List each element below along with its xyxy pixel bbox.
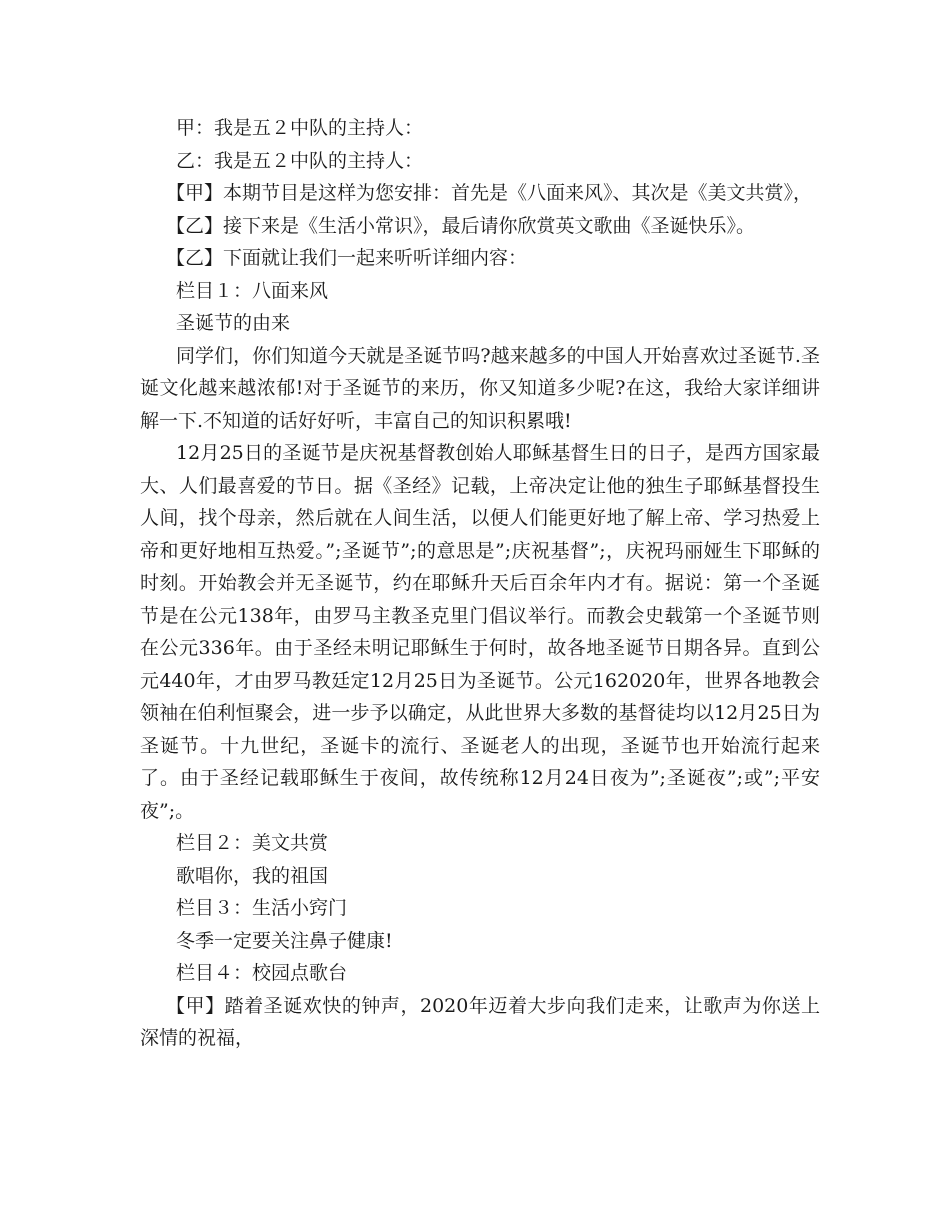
section-heading-1: 栏目１：八面来风 bbox=[176, 279, 329, 302]
program-schedule-line-1: 【甲】本期节目是这样为您安排：首先是《八面来风》、其次是《美文共赏》， bbox=[166, 182, 813, 204]
program-schedule-line-2: 【乙】接下来是《生活小常识》，最后请你欣赏英文歌曲《圣诞快乐》。 bbox=[166, 214, 756, 237]
program-transition: 【乙】下面就让我们一起来听听详细内容： bbox=[166, 247, 528, 269]
section-subtitle-2: 歌唱你，我的祖国 bbox=[176, 864, 329, 887]
host-intro-jia: 甲：我是五２中队的主持人： bbox=[176, 117, 424, 139]
section-heading-4: 栏目４：校园点歌台 bbox=[176, 962, 348, 984]
section-heading-2: 栏目２：美文共赏 bbox=[176, 832, 329, 854]
document-body bbox=[140, 112, 820, 1055]
section-subtitle-1: 圣诞节的由来 bbox=[176, 312, 291, 334]
section-heading-3: 栏目３：生活小窍门 bbox=[176, 897, 348, 919]
body-paragraph-closing: 【甲】踏着圣诞欢快的钟声，2020年迈着大步向我们走来，让歌声为你送上深情的祝福， bbox=[140, 994, 820, 1049]
host-intro-yi: 乙：我是五２中队的主持人： bbox=[176, 149, 424, 172]
section-subtitle-3: 冬季一定要关注鼻子健康! bbox=[176, 929, 393, 952]
body-paragraph-history: 12月25日的圣诞节是庆祝基督教创始人耶稣基督生日的日子，是西方国家最大、人们最喜爱的节日。据《圣经》记载，上帝决定让他的独生子耶稣基督投生人间，找个母亲，然后就在人间生活，以便人们能更好地了解上帝、学习热爱上帝和更好地相互热爱。”;圣诞节”;的意思是”;庆祝基督”;，庆祝玛丽娅生下耶稣的时刻。开始教会并无圣诞节，约在耶稣升天后百余年内才有。据说：第一个圣诞节是在公元138年，由罗马主教圣克里门倡议举行。而教会史载第一个圣诞节则在公元336年。由于圣经未明记耶稣生于何时，故各地圣诞节日期各异。直到公元440年，才由罗马教廷定12月25日为圣诞节。公元162020年，世界各地教会领袖在伯利恒聚会，进一步予以确定，从此世界大多数的基督徒均以12月25日为圣诞节。十九世纪，圣诞卡的流行、圣诞老人的出现，圣诞节也开始流行起来了。由于圣经记载耶稣生于夜间，故传统称12月24日夜为”;圣诞夜”;或”;平安夜”;。 bbox=[140, 442, 820, 822]
body-paragraph-intro: 同学们，你们知道今天就是圣诞节吗?越来越多的中国人开始喜欢过圣诞节.圣诞文化越来越浓郁!对于圣诞节的来历，你又知道多少呢?在这，我给大家详细讲解一下.不知道的话好好听，丰富自己的知识积累哦! bbox=[140, 344, 820, 432]
